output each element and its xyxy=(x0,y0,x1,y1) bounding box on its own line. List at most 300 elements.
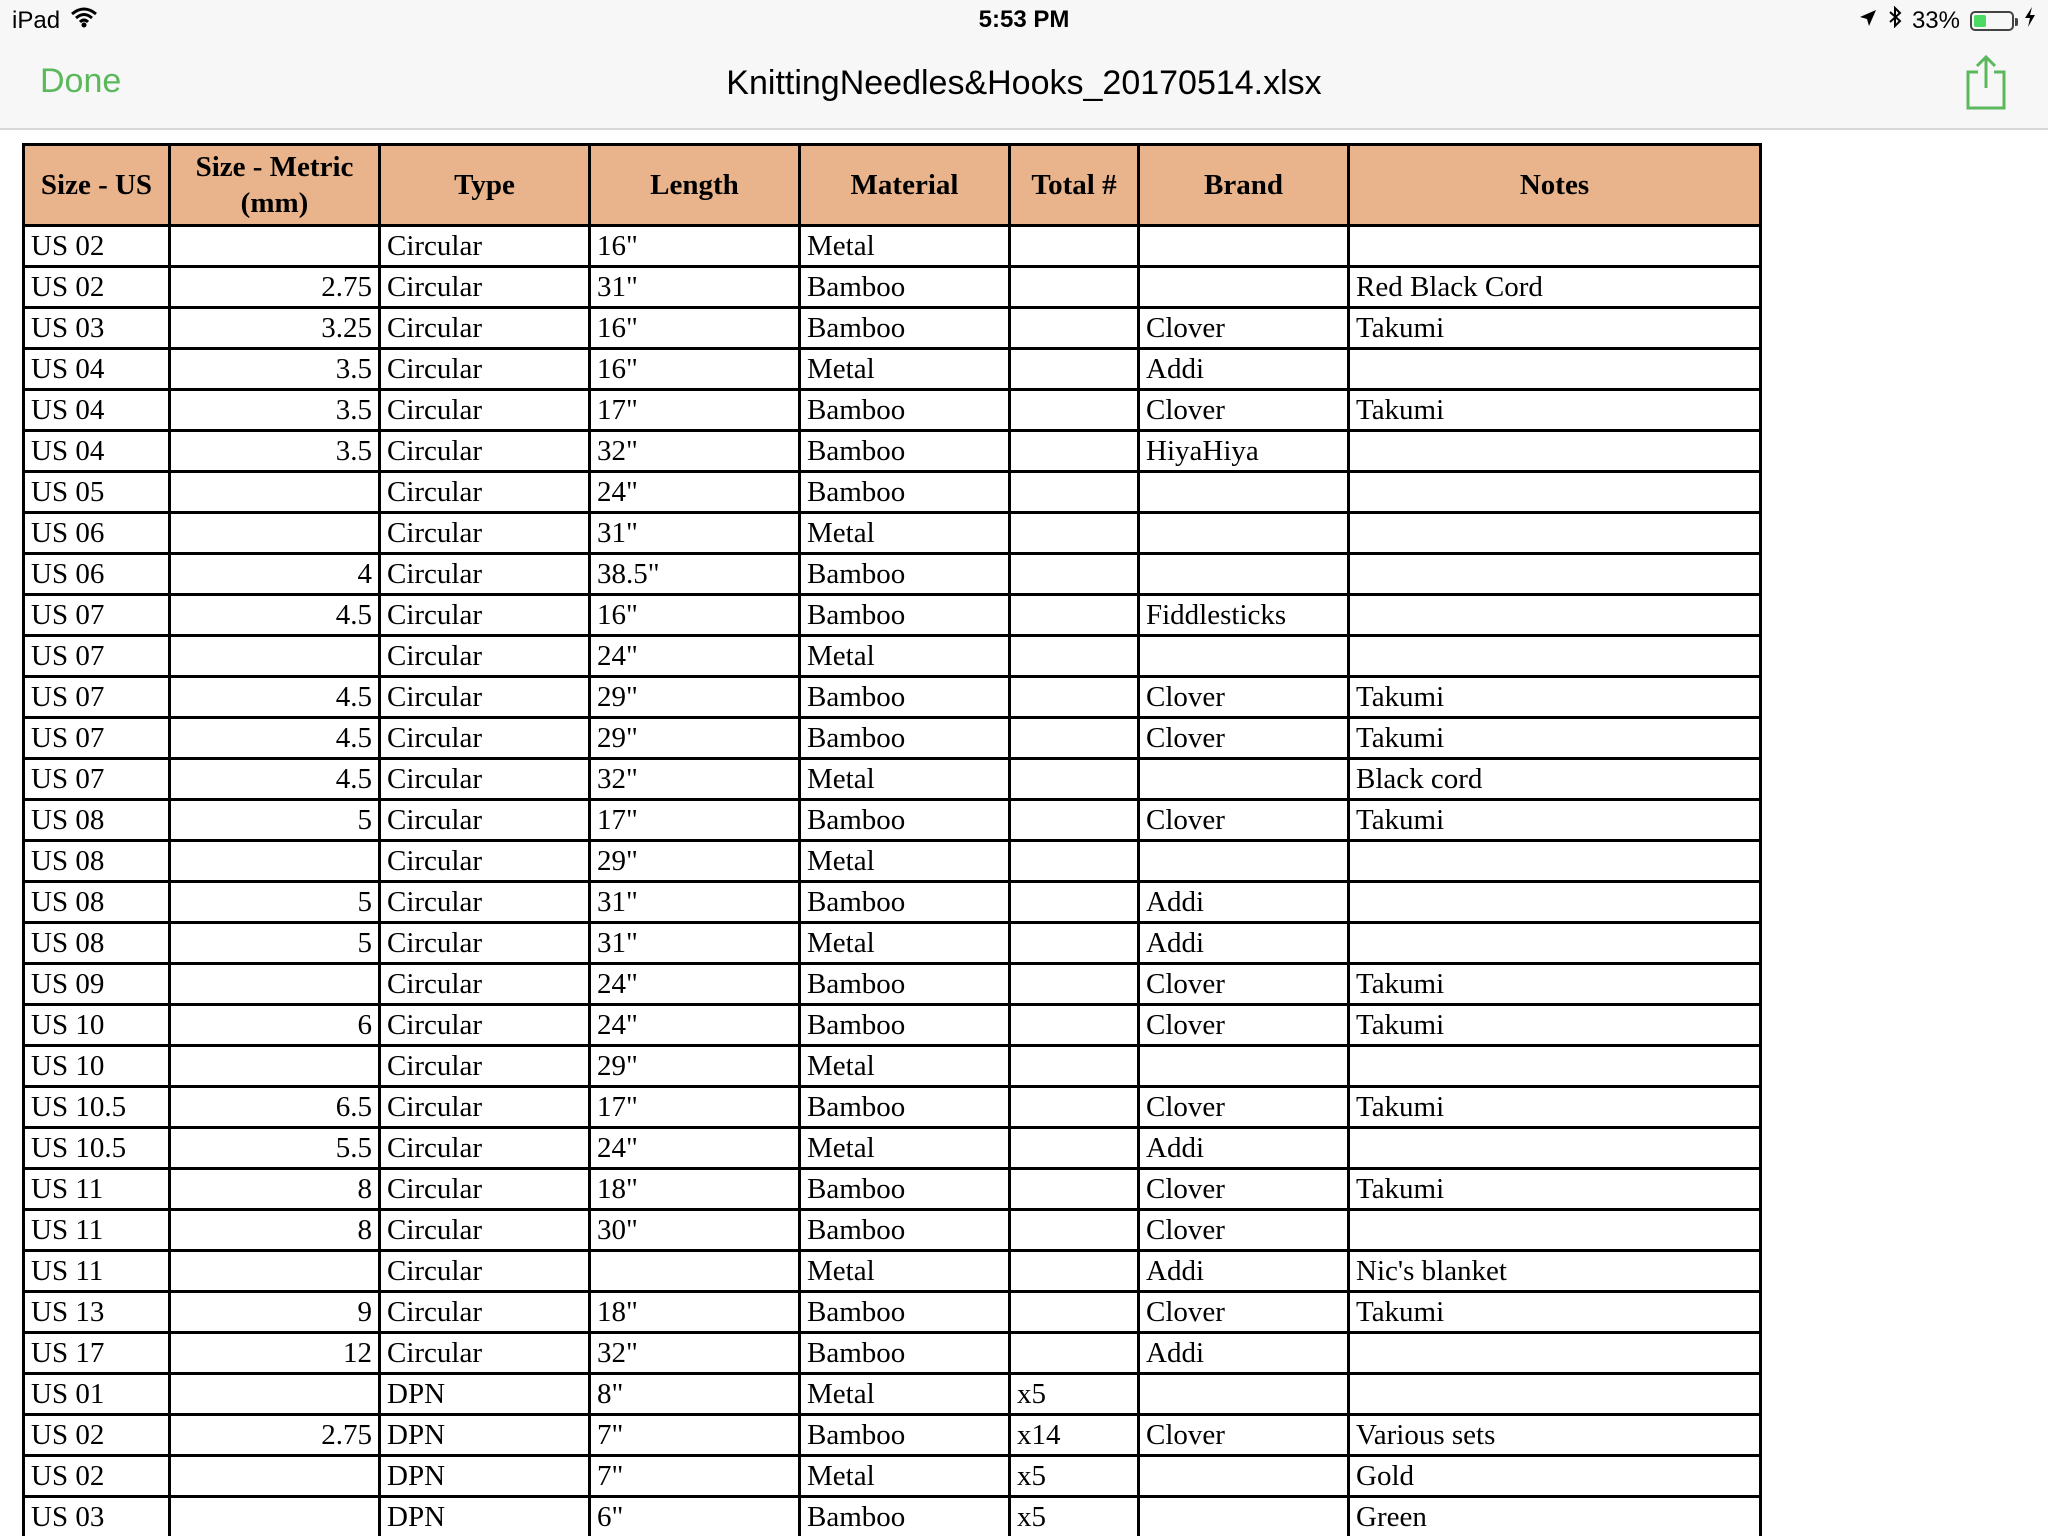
cell-material[interactable]: Bamboo xyxy=(800,1415,1010,1456)
cell-length[interactable]: 18" xyxy=(590,1169,800,1210)
cell-length[interactable]: 29" xyxy=(590,841,800,882)
cell-total[interactable]: x5 xyxy=(1010,1456,1139,1497)
table-row xyxy=(24,1456,1761,1497)
cell-length[interactable]: 24" xyxy=(590,1128,800,1169)
cell-brand[interactable] xyxy=(1139,1456,1349,1497)
table-row xyxy=(24,1415,1761,1456)
cell-length[interactable]: 16" xyxy=(590,595,800,636)
table-row xyxy=(24,554,1761,595)
cell-total[interactable] xyxy=(1010,267,1139,308)
cell-type[interactable]: Circular xyxy=(380,882,590,923)
cell-total[interactable] xyxy=(1010,718,1139,759)
spreadsheet-view[interactable] xyxy=(22,143,1762,1536)
cell-size-us[interactable]: US 04 xyxy=(24,390,170,431)
cell-brand[interactable] xyxy=(1139,759,1349,800)
cell-size-metric[interactable]: 4.5 xyxy=(170,677,380,718)
cell-notes[interactable] xyxy=(1349,841,1761,882)
cell-total[interactable] xyxy=(1010,1046,1139,1087)
column-header-type: Type xyxy=(380,145,590,226)
column-header-brand: Brand xyxy=(1139,145,1349,226)
cell-size-metric[interactable]: 4.5 xyxy=(170,718,380,759)
table-row xyxy=(24,1005,1761,1046)
cell-total[interactable] xyxy=(1010,472,1139,513)
cell-material[interactable]: Metal xyxy=(800,349,1010,390)
cell-length[interactable]: 16" xyxy=(590,308,800,349)
cell-total[interactable] xyxy=(1010,1005,1139,1046)
cell-total[interactable]: x14 xyxy=(1010,1415,1139,1456)
cell-notes[interactable] xyxy=(1349,431,1761,472)
cell-notes[interactable] xyxy=(1349,1210,1761,1251)
status-time: 5:53 PM xyxy=(978,6,1070,33)
cell-material[interactable]: Metal xyxy=(800,513,1010,554)
cell-brand[interactable]: Addi xyxy=(1139,882,1349,923)
cell-type[interactable]: Circular xyxy=(380,800,590,841)
cell-total[interactable] xyxy=(1010,923,1139,964)
cell-total[interactable] xyxy=(1010,1333,1139,1374)
cell-material[interactable]: Bamboo xyxy=(800,431,1010,472)
cell-length[interactable]: 31" xyxy=(590,882,800,923)
cell-length[interactable]: 24" xyxy=(590,472,800,513)
cell-notes[interactable] xyxy=(1349,513,1761,554)
cell-total[interactable] xyxy=(1010,554,1139,595)
cell-total[interactable] xyxy=(1010,677,1139,718)
cell-size-us[interactable]: US 04 xyxy=(24,431,170,472)
cell-size-us[interactable]: US 07 xyxy=(24,677,170,718)
table-row xyxy=(24,1210,1761,1251)
cell-notes[interactable]: Takumi xyxy=(1349,1087,1761,1128)
cell-type[interactable]: Circular xyxy=(380,226,590,267)
share-button[interactable] xyxy=(1962,54,2010,112)
cell-material[interactable]: Metal xyxy=(800,226,1010,267)
cell-total[interactable] xyxy=(1010,1251,1139,1292)
cell-total[interactable] xyxy=(1010,349,1139,390)
cell-material[interactable]: Bamboo xyxy=(800,1210,1010,1251)
cell-notes[interactable] xyxy=(1349,349,1761,390)
cell-type[interactable]: Circular xyxy=(380,1169,590,1210)
table-row xyxy=(24,677,1761,718)
cell-type[interactable]: Circular xyxy=(380,267,590,308)
cell-material[interactable]: Metal xyxy=(800,923,1010,964)
cell-size-us[interactable]: US 02 xyxy=(24,226,170,267)
cell-type[interactable]: Circular xyxy=(380,1210,590,1251)
cell-type[interactable]: DPN xyxy=(380,1374,590,1415)
cell-material[interactable]: Bamboo xyxy=(800,267,1010,308)
cell-type[interactable]: Circular xyxy=(380,554,590,595)
cell-length[interactable]: 31" xyxy=(590,267,800,308)
cell-material[interactable]: Metal xyxy=(800,636,1010,677)
cell-length[interactable]: 7" xyxy=(590,1415,800,1456)
cell-size-metric[interactable]: 3.25 xyxy=(170,308,380,349)
cell-size-us[interactable]: US 04 xyxy=(24,349,170,390)
cell-brand[interactable]: Clover xyxy=(1139,1415,1349,1456)
cell-brand[interactable]: Clover xyxy=(1139,718,1349,759)
cell-length[interactable]: 7" xyxy=(590,1456,800,1497)
cell-notes[interactable]: Takumi xyxy=(1349,1169,1761,1210)
cell-brand[interactable]: Clover xyxy=(1139,1292,1349,1333)
cell-type[interactable]: Circular xyxy=(380,349,590,390)
cell-brand[interactable] xyxy=(1139,472,1349,513)
location-arrow-icon xyxy=(1858,7,1878,35)
cell-notes[interactable]: Takumi xyxy=(1349,718,1761,759)
cell-brand[interactable]: Addi xyxy=(1139,1333,1349,1374)
cell-size-us[interactable]: US 11 xyxy=(24,1210,170,1251)
cell-notes[interactable] xyxy=(1349,554,1761,595)
cell-type[interactable]: DPN xyxy=(380,1415,590,1456)
cell-size-us[interactable]: US 02 xyxy=(24,267,170,308)
cell-length[interactable]: 17" xyxy=(590,800,800,841)
cell-notes[interactable]: Takumi xyxy=(1349,1005,1761,1046)
table-row xyxy=(24,308,1761,349)
cell-size-us[interactable]: US 05 xyxy=(24,472,170,513)
cell-length[interactable]: 29" xyxy=(590,1046,800,1087)
cell-brand[interactable] xyxy=(1139,1046,1349,1087)
table-row xyxy=(24,1128,1761,1169)
cell-length[interactable]: 29" xyxy=(590,677,800,718)
cell-size-us[interactable]: US 11 xyxy=(24,1251,170,1292)
cell-type[interactable]: Circular xyxy=(380,1292,590,1333)
cell-brand[interactable]: Clover xyxy=(1139,1169,1349,1210)
cell-type[interactable]: Circular xyxy=(380,636,590,677)
cell-notes[interactable]: Various sets xyxy=(1349,1415,1761,1456)
column-header-notes: Notes xyxy=(1349,145,1761,226)
cell-size-metric[interactable]: 2.75 xyxy=(170,1415,380,1456)
cell-size-metric[interactable] xyxy=(170,964,380,1005)
cell-size-us[interactable]: US 08 xyxy=(24,841,170,882)
column-header-material: Material xyxy=(800,145,1010,226)
cell-size-metric[interactable] xyxy=(170,1497,380,1536)
cell-material[interactable]: Bamboo xyxy=(800,964,1010,1005)
cell-size-metric[interactable] xyxy=(170,841,380,882)
cell-total[interactable] xyxy=(1010,513,1139,554)
cell-type[interactable]: Circular xyxy=(380,513,590,554)
cell-length[interactable]: 32" xyxy=(590,759,800,800)
cell-type[interactable]: Circular xyxy=(380,841,590,882)
cell-type[interactable]: Circular xyxy=(380,595,590,636)
cell-material[interactable]: Metal xyxy=(800,759,1010,800)
table-row xyxy=(24,349,1761,390)
cell-notes[interactable]: Gold xyxy=(1349,1456,1761,1497)
cell-length[interactable]: 31" xyxy=(590,513,800,554)
cell-size-us[interactable]: US 07 xyxy=(24,595,170,636)
cell-size-metric[interactable]: 5 xyxy=(170,882,380,923)
cell-size-metric[interactable]: 3.5 xyxy=(170,390,380,431)
cell-length[interactable]: 24" xyxy=(590,964,800,1005)
cell-size-metric[interactable] xyxy=(170,1251,380,1292)
table-row xyxy=(24,472,1761,513)
cell-brand[interactable]: Clover xyxy=(1139,390,1349,431)
cell-total[interactable] xyxy=(1010,308,1139,349)
cell-notes[interactable] xyxy=(1349,1374,1761,1415)
cell-total[interactable] xyxy=(1010,1087,1139,1128)
table-row xyxy=(24,841,1761,882)
cell-notes[interactable] xyxy=(1349,595,1761,636)
column-header-size-metric: Size - Metric (mm) xyxy=(170,145,380,226)
cell-length[interactable]: 24" xyxy=(590,636,800,677)
cell-size-us[interactable]: US 01 xyxy=(24,1374,170,1415)
cell-size-metric[interactable] xyxy=(170,1374,380,1415)
cell-type[interactable]: Circular xyxy=(380,1087,590,1128)
cell-size-us[interactable]: US 06 xyxy=(24,513,170,554)
cell-type[interactable]: Circular xyxy=(380,677,590,718)
cell-length[interactable]: 18" xyxy=(590,1292,800,1333)
cell-material[interactable]: Bamboo xyxy=(800,677,1010,718)
cell-total[interactable] xyxy=(1010,226,1139,267)
cell-size-metric[interactable]: 6 xyxy=(170,1005,380,1046)
column-header-total: Total # xyxy=(1010,145,1139,226)
cell-notes[interactable]: Takumi xyxy=(1349,800,1761,841)
cell-type[interactable]: Circular xyxy=(380,718,590,759)
cell-notes[interactable]: Black cord xyxy=(1349,759,1761,800)
cell-length[interactable]: 17" xyxy=(590,1087,800,1128)
cell-length[interactable]: 16" xyxy=(590,349,800,390)
cell-material[interactable]: Metal xyxy=(800,1128,1010,1169)
cell-material[interactable]: Bamboo xyxy=(800,1005,1010,1046)
cell-notes[interactable]: Takumi xyxy=(1349,677,1761,718)
table-row xyxy=(24,595,1761,636)
cell-brand[interactable]: Addi xyxy=(1139,923,1349,964)
battery-percent: 33% xyxy=(1911,6,1960,34)
cell-material[interactable]: Metal xyxy=(800,1374,1010,1415)
device-label: iPad xyxy=(12,6,61,34)
cell-size-metric[interactable]: 9 xyxy=(170,1292,380,1333)
cell-total[interactable] xyxy=(1010,1210,1139,1251)
cell-notes[interactable] xyxy=(1349,1128,1761,1169)
cell-type[interactable]: Circular xyxy=(380,923,590,964)
cell-material[interactable]: Bamboo xyxy=(800,800,1010,841)
cell-size-us[interactable]: US 06 xyxy=(24,554,170,595)
cell-total[interactable] xyxy=(1010,759,1139,800)
charging-bolt-icon xyxy=(2024,6,2036,35)
cell-size-us[interactable]: US 10.5 xyxy=(24,1087,170,1128)
cell-size-metric[interactable]: 5.5 xyxy=(170,1128,380,1169)
cell-brand[interactable] xyxy=(1139,226,1349,267)
table-row xyxy=(24,1292,1761,1333)
cell-notes[interactable]: Takumi xyxy=(1349,390,1761,431)
cell-material[interactable]: Bamboo xyxy=(800,1087,1010,1128)
cell-size-metric[interactable]: 5 xyxy=(170,800,380,841)
cell-brand[interactable]: HiyaHiya xyxy=(1139,431,1349,472)
cell-length[interactable]: 6" xyxy=(590,1497,800,1536)
cell-size-us[interactable]: US 17 xyxy=(24,1333,170,1374)
cell-brand[interactable]: Clover xyxy=(1139,1005,1349,1046)
cell-length[interactable] xyxy=(590,1251,800,1292)
cell-type[interactable]: Circular xyxy=(380,431,590,472)
cell-notes[interactable] xyxy=(1349,1046,1761,1087)
cell-type[interactable]: Circular xyxy=(380,759,590,800)
cell-size-metric[interactable]: 5 xyxy=(170,923,380,964)
cell-total[interactable] xyxy=(1010,1169,1139,1210)
table-row xyxy=(24,636,1761,677)
cell-brand[interactable]: Fiddlesticks xyxy=(1139,595,1349,636)
cell-size-us[interactable]: US 07 xyxy=(24,636,170,677)
cell-notes[interactable] xyxy=(1349,472,1761,513)
cell-total[interactable] xyxy=(1010,431,1139,472)
cell-size-metric[interactable]: 4.5 xyxy=(170,759,380,800)
table-row xyxy=(24,1374,1761,1415)
cell-total[interactable]: x5 xyxy=(1010,1374,1139,1415)
cell-type[interactable]: Circular xyxy=(380,1333,590,1374)
cell-size-us[interactable]: US 07 xyxy=(24,718,170,759)
cell-size-us[interactable]: US 03 xyxy=(24,1497,170,1536)
cell-material[interactable]: Bamboo xyxy=(800,390,1010,431)
cell-material[interactable]: Bamboo xyxy=(800,472,1010,513)
cell-material[interactable]: Bamboo xyxy=(800,882,1010,923)
cell-type[interactable]: Circular xyxy=(380,964,590,1005)
cell-notes[interactable] xyxy=(1349,1333,1761,1374)
status-right xyxy=(1858,6,2036,35)
cell-material[interactable]: Bamboo xyxy=(800,308,1010,349)
cell-type[interactable]: Circular xyxy=(380,1005,590,1046)
cell-total[interactable] xyxy=(1010,841,1139,882)
cell-brand[interactable] xyxy=(1139,1497,1349,1536)
cell-brand[interactable]: Clover xyxy=(1139,1087,1349,1128)
cell-brand[interactable]: Addi xyxy=(1139,349,1349,390)
share-icon xyxy=(1962,100,2010,115)
cell-size-metric[interactable]: 6.5 xyxy=(170,1087,380,1128)
cell-size-us[interactable]: US 07 xyxy=(24,759,170,800)
cell-size-metric[interactable]: 3.5 xyxy=(170,349,380,390)
cell-total[interactable] xyxy=(1010,882,1139,923)
cell-brand[interactable]: Clover xyxy=(1139,1210,1349,1251)
done-button[interactable]: Done xyxy=(40,62,122,100)
cell-brand[interactable]: Clover xyxy=(1139,964,1349,1005)
cell-brand[interactable] xyxy=(1139,554,1349,595)
cell-length[interactable]: 17" xyxy=(590,390,800,431)
cell-material[interactable]: Metal xyxy=(800,841,1010,882)
cell-brand[interactable]: Clover xyxy=(1139,677,1349,718)
cell-size-us[interactable]: US 03 xyxy=(24,308,170,349)
cell-total[interactable]: x5 xyxy=(1010,1497,1139,1536)
cell-type[interactable]: DPN xyxy=(380,1456,590,1497)
cell-size-metric[interactable]: 3.5 xyxy=(170,431,380,472)
cell-material[interactable]: Metal xyxy=(800,1251,1010,1292)
table-row xyxy=(24,800,1761,841)
cell-type[interactable]: Circular xyxy=(380,1251,590,1292)
cell-length[interactable]: 31" xyxy=(590,923,800,964)
cell-brand[interactable] xyxy=(1139,267,1349,308)
cell-size-metric[interactable] xyxy=(170,636,380,677)
cell-notes[interactable]: Nic's blanket xyxy=(1349,1251,1761,1292)
column-header-size-us: Size - US xyxy=(24,145,170,226)
cell-material[interactable]: Bamboo xyxy=(800,1497,1010,1536)
cell-brand[interactable] xyxy=(1139,841,1349,882)
table-row xyxy=(24,718,1761,759)
cell-type[interactable]: Circular xyxy=(380,1046,590,1087)
cell-size-us[interactable]: US 11 xyxy=(24,1169,170,1210)
cell-size-metric[interactable]: 8 xyxy=(170,1169,380,1210)
cell-notes[interactable] xyxy=(1349,882,1761,923)
cell-notes[interactable]: Takumi xyxy=(1349,1292,1761,1333)
cell-length[interactable]: 30" xyxy=(590,1210,800,1251)
cell-material[interactable]: Metal xyxy=(800,1456,1010,1497)
table-row xyxy=(24,226,1761,267)
cell-size-metric[interactable] xyxy=(170,226,380,267)
cell-total[interactable] xyxy=(1010,390,1139,431)
cell-size-us[interactable]: US 10 xyxy=(24,1005,170,1046)
cell-size-metric[interactable] xyxy=(170,1456,380,1497)
cell-total[interactable] xyxy=(1010,636,1139,677)
cell-type[interactable]: DPN xyxy=(380,1497,590,1536)
cell-material[interactable]: Bamboo xyxy=(800,1292,1010,1333)
cell-brand[interactable] xyxy=(1139,513,1349,554)
cell-brand[interactable] xyxy=(1139,636,1349,677)
cell-size-metric[interactable]: 2.75 xyxy=(170,267,380,308)
cell-type[interactable]: Circular xyxy=(380,472,590,513)
cell-size-metric[interactable]: 12 xyxy=(170,1333,380,1374)
cell-length[interactable]: 16" xyxy=(590,226,800,267)
cell-size-metric[interactable]: 8 xyxy=(170,1210,380,1251)
table-row xyxy=(24,1087,1761,1128)
cell-length[interactable]: 38.5" xyxy=(590,554,800,595)
cell-size-us[interactable]: US 08 xyxy=(24,882,170,923)
cell-brand[interactable]: Addi xyxy=(1139,1128,1349,1169)
cell-notes[interactable]: Takumi xyxy=(1349,964,1761,1005)
cell-size-metric[interactable] xyxy=(170,1046,380,1087)
cell-material[interactable]: Bamboo xyxy=(800,554,1010,595)
battery-fill xyxy=(1974,15,1986,27)
cell-size-us[interactable]: US 02 xyxy=(24,1415,170,1456)
cell-size-us[interactable]: US 08 xyxy=(24,800,170,841)
cell-total[interactable] xyxy=(1010,1128,1139,1169)
cell-size-metric[interactable] xyxy=(170,513,380,554)
table-row xyxy=(24,390,1761,431)
cell-size-metric[interactable] xyxy=(170,472,380,513)
cell-type[interactable]: Circular xyxy=(380,1128,590,1169)
cell-length[interactable]: 29" xyxy=(590,718,800,759)
table-row xyxy=(24,882,1761,923)
cell-total[interactable] xyxy=(1010,595,1139,636)
table-row xyxy=(24,1333,1761,1374)
cell-type[interactable]: Circular xyxy=(380,390,590,431)
cell-material[interactable]: Bamboo xyxy=(800,718,1010,759)
cell-size-metric[interactable]: 4 xyxy=(170,554,380,595)
cell-material[interactable]: Bamboo xyxy=(800,1169,1010,1210)
cell-brand[interactable]: Addi xyxy=(1139,1251,1349,1292)
cell-type[interactable]: Circular xyxy=(380,308,590,349)
cell-notes[interactable] xyxy=(1349,226,1761,267)
cell-size-us[interactable]: US 10.5 xyxy=(24,1128,170,1169)
header-row xyxy=(24,145,1761,226)
cell-brand[interactable]: Clover xyxy=(1139,308,1349,349)
cell-total[interactable] xyxy=(1010,800,1139,841)
cell-notes[interactable]: Takumi xyxy=(1349,308,1761,349)
cell-size-us[interactable]: US 10 xyxy=(24,1046,170,1087)
cell-size-us[interactable]: US 08 xyxy=(24,923,170,964)
cell-material[interactable]: Metal xyxy=(800,1046,1010,1087)
cell-length[interactable]: 32" xyxy=(590,431,800,472)
table-row xyxy=(24,759,1761,800)
cell-size-metric[interactable]: 4.5 xyxy=(170,595,380,636)
cell-brand[interactable]: Clover xyxy=(1139,800,1349,841)
cell-size-us[interactable]: US 02 xyxy=(24,1456,170,1497)
cell-notes[interactable]: Red Black Cord xyxy=(1349,267,1761,308)
table-row xyxy=(24,1169,1761,1210)
cell-total[interactable] xyxy=(1010,1292,1139,1333)
table-row xyxy=(24,267,1761,308)
cell-material[interactable]: Bamboo xyxy=(800,595,1010,636)
cell-size-us[interactable]: US 09 xyxy=(24,964,170,1005)
cell-total[interactable] xyxy=(1010,964,1139,1005)
cell-material[interactable]: Bamboo xyxy=(800,1333,1010,1374)
cell-brand[interactable] xyxy=(1139,1374,1349,1415)
cell-notes[interactable] xyxy=(1349,636,1761,677)
cell-length[interactable]: 24" xyxy=(590,1005,800,1046)
cell-notes[interactable] xyxy=(1349,923,1761,964)
cell-length[interactable]: 32" xyxy=(590,1333,800,1374)
cell-size-us[interactable]: US 13 xyxy=(24,1292,170,1333)
cell-length[interactable]: 8" xyxy=(590,1374,800,1415)
cell-notes[interactable]: Green xyxy=(1349,1497,1761,1536)
